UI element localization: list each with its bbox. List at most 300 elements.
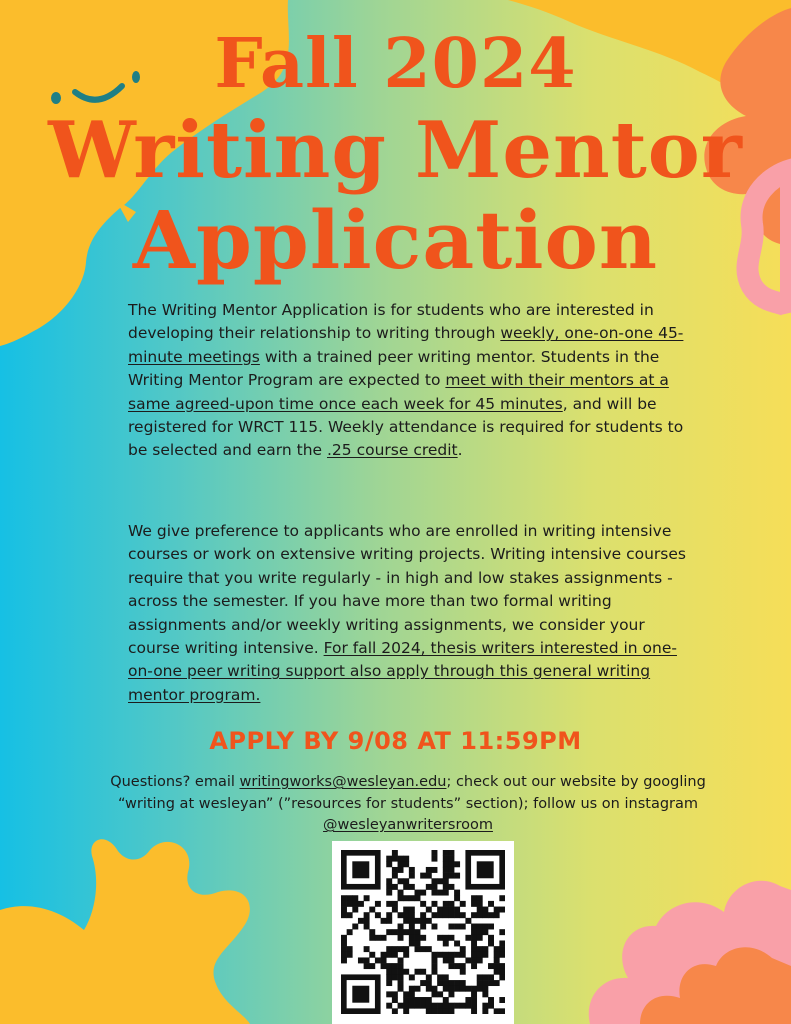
qr-module [443,890,449,896]
qr-module [426,1003,432,1009]
qr-module [471,935,477,941]
qr-module [403,969,409,975]
qr-module [431,856,437,862]
qr-module [437,935,443,941]
qr-module [482,907,488,913]
underlined-text: weekly, one-on-one 45-minute meetings [128,324,684,366]
yellow-splash-bottom-left [0,839,250,1024]
qr-module [477,929,483,935]
qr-module [431,912,437,918]
qr-module [477,907,483,913]
qr-module [403,861,409,867]
qr-module [477,986,483,992]
qr-module [415,986,421,992]
qr-module [448,991,454,997]
qr-module [482,924,488,930]
qr-module [381,963,387,969]
qr-module [431,952,437,958]
qr-module [448,873,454,879]
qr-module [494,912,500,918]
qr-module [471,1003,477,1009]
qr-module [494,952,500,958]
qr-code[interactable] [332,841,514,1024]
qr-module [386,991,392,997]
qr-module [437,907,443,913]
qr-module [443,1003,449,1009]
qr-module [443,878,449,884]
qr-module [364,963,370,969]
qr-module [437,952,443,958]
qr-module [369,952,375,958]
qr-module [443,957,449,963]
qr-module [403,895,409,901]
qr-module [409,918,415,924]
qr-module [409,940,415,946]
qr-module [392,867,398,873]
qr-module [443,873,449,879]
qr-module [420,935,426,941]
qr-module [420,912,426,918]
qr-module [471,901,477,907]
qr-module [415,929,421,935]
qr-module [499,974,505,980]
qr-module [347,946,353,952]
qr-module [431,890,437,896]
qr-module [352,986,369,1003]
qr-module [431,963,437,969]
qr-module [415,969,421,975]
qr-module [499,952,505,958]
qr-module [499,895,505,901]
qr-module [460,946,466,952]
qr-module [392,850,398,856]
qr-module [364,918,370,924]
qr-module [392,946,398,952]
qr-module [460,963,466,969]
qr-module [443,912,449,918]
qr-module [460,924,466,930]
qr-module [431,884,437,890]
qr-module [415,890,421,896]
qr-module [471,991,477,997]
qr-module [488,1003,494,1009]
qr-module [499,1008,505,1014]
qr-module [398,935,404,941]
qr-module [448,957,454,963]
qr-module [448,963,454,969]
qr-module [494,1008,500,1014]
qr-module [386,969,392,975]
qr-module [347,895,353,901]
qr-module [460,912,466,918]
underlined-text: .25 course credit [327,441,458,460]
qr-module [448,1008,454,1014]
qr-module [392,991,398,997]
qr-module [460,969,466,975]
qr-module [448,861,454,867]
qr-module [431,924,437,930]
qr-module [426,918,432,924]
qr-module [465,957,471,963]
qr-module [494,963,500,969]
qr-module [494,957,500,963]
qr-module [437,1003,443,1009]
qr-module [386,974,392,980]
qr-module [403,929,409,935]
qr-module [415,1003,421,1009]
qr-module [431,969,437,975]
qr-module [448,952,454,958]
qr-module [403,952,409,958]
qr-module [426,946,432,952]
qr-module [392,963,398,969]
qr-module [471,957,477,963]
qr-module [471,912,477,918]
qr-module [431,957,437,963]
qr-module [431,991,437,997]
qr-module [454,924,460,930]
qr-module [398,929,404,935]
qr-module [415,940,421,946]
qr-module [341,940,347,946]
qr-module [431,867,437,873]
qr-module [443,952,449,958]
qr-module [420,873,426,879]
text-run: Questions? email [110,774,240,790]
qr-module [398,895,404,901]
qr-module [488,940,494,946]
qr-module [431,1008,437,1014]
qr-module [409,884,415,890]
qr-module [454,861,460,867]
qr-module [409,924,415,930]
qr-module [381,952,387,958]
qr-module [460,980,466,986]
qr-module [341,946,347,952]
qr-module [477,912,483,918]
qr-module [341,952,347,958]
qr-module [448,986,454,992]
text-run: ; check out our website by googling “writing at wesleyan” (”resources for students” section); follow us on instagram [118,774,706,812]
qr-module [341,895,347,901]
preference-paragraph [128,520,688,707]
qr-module [471,929,477,935]
qr-module [426,980,432,986]
qr-module [420,901,426,907]
qr-module [454,873,460,879]
qr-module [381,918,387,924]
qr-module [398,974,404,980]
title-line-1: Fall 2024 [214,24,577,104]
qr-module [398,969,404,975]
qr-module [392,952,398,958]
qr-module [386,918,392,924]
qr-module [392,1008,398,1014]
qr-module [477,980,483,986]
qr-module [409,935,415,941]
qr-module [398,1003,404,1009]
qr-module [471,946,477,952]
qr-module [460,1003,466,1009]
qr-module [482,929,488,935]
qr-module [471,895,477,901]
qr-module [454,940,460,946]
qr-module [420,980,426,986]
qr-module [482,986,488,992]
qr-module [403,1003,409,1009]
qr-module [426,884,432,890]
qr-module [482,952,488,958]
qr-module [420,918,426,924]
qr-module [403,878,409,884]
qr-module [460,986,466,992]
qr-module [341,935,347,941]
qr-module [398,924,404,930]
qr-module [409,907,415,913]
qr-module [420,969,426,975]
qr-module [477,946,483,952]
qr-module [431,850,437,856]
qr-module [482,991,488,997]
qr-module [477,895,483,901]
qr-module [482,912,488,918]
qr-module [352,895,358,901]
qr-module [386,890,392,896]
qr-module [499,997,505,1003]
qr-module [403,997,409,1003]
qr-module [443,1008,449,1014]
qr-module [386,856,392,862]
qr-module [482,974,488,980]
qr-module [454,952,460,958]
qr-module [465,918,471,924]
qr-module [426,986,432,992]
qr-module [369,929,375,935]
qr-module [392,884,398,890]
qr-module [494,969,500,975]
qr-module [431,1003,437,1009]
qr-module [352,907,358,913]
qr-module [454,986,460,992]
qr-module [392,907,398,913]
qr-module [415,997,421,1003]
qr-module [409,912,415,918]
qr-module [488,935,494,941]
qr-module [364,895,370,901]
qr-module [443,856,449,862]
qr-module [465,986,471,992]
qr-module [386,952,392,958]
qr-module [477,924,483,930]
qr-module [420,1003,426,1009]
qr-module [465,1003,471,1009]
qr-module [454,1003,460,1009]
qr-module [386,946,392,952]
qr-module [409,873,415,879]
text-run: . [457,441,463,460]
instagram-link[interactable]: @wesleyanwritersroom [323,817,493,833]
qr-module [488,901,494,907]
qr-module [488,912,494,918]
qr-module [488,997,494,1003]
qr-module [443,884,449,890]
qr-module [454,963,460,969]
qr-module [409,895,415,901]
qr-module [494,946,500,952]
qr-module [347,901,353,907]
qr-module [398,986,404,992]
qr-module [488,974,494,980]
qr-module [358,918,364,924]
qr-module [358,901,364,907]
qr-module [398,912,404,918]
qr-module [392,856,398,862]
qr-module [443,907,449,913]
qr-module [443,940,449,946]
qr-module [409,997,415,1003]
qr-module [426,1008,432,1014]
qr-module [499,940,505,946]
qr-module [420,946,426,952]
qr-module [477,952,483,958]
qr-module [443,901,449,907]
email-link[interactable]: writingworks@wesleyan.edu [239,774,447,790]
qr-module [375,935,381,941]
qr-module [471,1008,477,1014]
qr-module [398,957,404,963]
qr-module [426,867,432,873]
qr-module [448,980,454,986]
contact-info [108,772,708,837]
qr-module [403,1008,409,1014]
apply-deadline: APPLY BY 9/08 AT 11:59PM [209,727,582,755]
qr-module [488,924,494,930]
qr-module [448,856,454,862]
qr-module [426,907,432,913]
qr-module [364,957,370,963]
qr-module [392,974,398,980]
qr-module [386,901,392,907]
qr-module [352,924,358,930]
qr-module [347,952,353,958]
qr-module [386,878,392,884]
qr-module [471,986,477,992]
qr-module [364,924,370,930]
qr-module [403,946,409,952]
qr-module [341,912,347,918]
qr-module [409,986,415,992]
qr-module [398,890,404,896]
qr-module [352,901,358,907]
qr-module [477,861,494,878]
qr-module [386,980,392,986]
qr-module [364,912,370,918]
qr-module [386,884,392,890]
qr-module [460,952,466,958]
qr-module [448,850,454,856]
qr-module [443,850,449,856]
qr-module [443,986,449,992]
qr-module [443,935,449,941]
qr-module [409,867,415,873]
qr-module [392,969,398,975]
qr-module [381,957,387,963]
qr-module [465,935,471,941]
qr-module [431,986,437,992]
qr-module [403,884,409,890]
thesis-writers-note: For fall 2024, thesis writers interested in one-on-one peer writing support also apply through this general writing mentor program. [128,639,677,704]
qr-module [375,901,381,907]
qr-module [415,918,421,924]
qr-module [499,963,505,969]
qr-module [415,935,421,941]
qr-module [437,974,443,980]
qr-module [398,856,404,862]
qr-module [477,974,483,980]
qr-module [471,997,477,1003]
qr-module [448,867,454,873]
qr-module [398,946,404,952]
qr-module [448,884,454,890]
qr-module [369,907,375,913]
qr-module [477,935,483,941]
qr-module [409,991,415,997]
qr-module [358,957,364,963]
qr-module [426,997,432,1003]
qr-module [494,907,500,913]
qr-module [437,878,443,884]
qr-module [482,980,488,986]
qr-module [347,929,353,935]
qr-module [443,980,449,986]
qr-module [420,924,426,930]
qr-module [482,1003,488,1009]
qr-module [341,901,347,907]
qr-module [443,974,449,980]
qr-module [437,912,443,918]
qr-module [482,946,488,952]
qr-module [341,907,347,913]
qr-module [398,980,404,986]
qr-module [386,912,392,918]
qr-module [392,901,398,907]
qr-module [460,901,466,907]
qr-module [499,969,505,975]
qr-module [398,867,404,873]
qr-module [482,1008,488,1014]
qr-module [403,991,409,997]
qr-module [392,873,398,879]
underlined-text: meet with their mentors at a same agreed-upon time once each week for 45 minutes [128,371,669,413]
qr-module [437,980,443,986]
qr-module [420,997,426,1003]
qr-module [426,873,432,879]
qr-module [420,890,426,896]
qr-module [415,946,421,952]
qr-module [499,929,505,935]
qr-module [454,895,460,901]
qr-module [448,1003,454,1009]
qr-module [448,935,454,941]
qr-module [494,980,500,986]
qr-module [381,935,387,941]
qr-module [409,1003,415,1009]
qr-module [454,980,460,986]
description-paragraph [128,299,688,463]
qr-module [409,974,415,980]
qr-module [443,867,449,873]
qr-module [454,907,460,913]
